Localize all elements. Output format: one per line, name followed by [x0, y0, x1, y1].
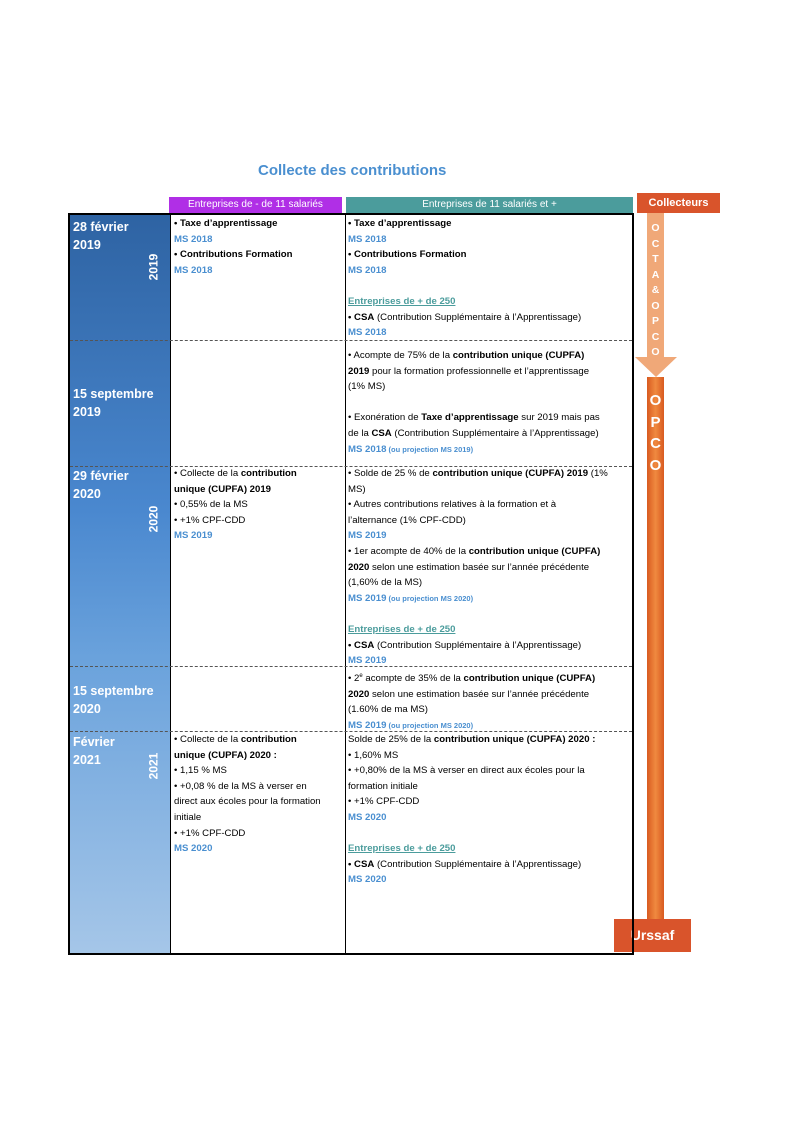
cell-small-2019: • Taxe d’apprentissage MS 2018 • Contributions Formation MS 2018 [174, 218, 293, 276]
column-divider [345, 215, 346, 953]
row-date: 15 septembre 2019 [73, 387, 154, 419]
contributions-table [68, 213, 634, 955]
header-small-companies: Entreprises de - de 11 salariés [169, 197, 342, 213]
row-date: 29 février 2020 [73, 469, 129, 501]
page-title: Collecte des contributions [258, 162, 447, 179]
row-date: Février 2021 [73, 735, 115, 767]
opco-label: O P C O [649, 392, 662, 474]
cell-small-2021: • Collecte de la contribution unique (CUPFA) 2020 : • 1,15 % MS • +0,08 % de la MS à verser en direct aux écoles pour la formation initiale • +1% CPF-CDD MS 2020 [174, 734, 321, 855]
cell-large-2019: • Taxe d’apprentissage MS 2018 • Contributions Formation MS 2018 Entreprises de + de 250 • CSA (Contribution Supplémentaire à l’Apprentissage) MS 2018 [348, 218, 582, 339]
row-date: 15 septembre 2020 [73, 684, 154, 716]
cell-large-2020: • Solde de 25 % de contribution unique (CUPFA) 2019 (1% MS) • Autres contributions relatives à la formation et à l’alternance (1% CPF-CDD) MS 2019 • 1er acompte de 40% de la contribution unique (CUPFA) 2020 selon une estimation basée sur l’année précédente (1,60% de la MS) MS 2019 (ou projection MS 2020) Entreprises de + de 250 • CSA (Contribution Supplémentaire à l’Apprentissage) MS 2019 [348, 468, 608, 667]
cell-large-sept-2020: • 2e acompte de 35% de la contribution unique (CUPFA) 2020 selon une estimation basée sur l’année précédente (1.60% de ma MS) MS 2019 (ou projection MS 2020) [348, 673, 596, 731]
cell-large-sept-2019: • Acompte de 75% de la contribution unique (CUPFA) 2019 pour la formation professionnelle et l’apprentissage (1% MS) • Exonération de Taxe d’apprentissage sur 2019 mais pas de la CSA (Contribution Supplémentaire à l’Apprentissage) MS 2018 (ou projection MS 2019) [348, 350, 600, 455]
row-date: 28 février 2019 [73, 220, 129, 252]
header-large-companies: Entreprises de 11 salariés et + [346, 197, 633, 213]
octa-opco-label: O C T A & O P C O [651, 222, 660, 358]
cell-large-2021: Solde de 25% de la contribution unique (CUPFA) 2020 : • 1,60% MS • +0,80% de la MS à verser en direct aux écoles pour la formation initiale • +1% CPF-CDD MS 2020 Entreprises de + de 250 • CSA (Contribution Supplémentaire à l’Apprentissage) MS 2020 [348, 734, 596, 886]
row-year: 2019 [146, 253, 161, 281]
row-year: 2021 [146, 752, 161, 780]
header-collecteurs: Collecteurs [637, 193, 720, 213]
ursaff-label: Urssaf [614, 919, 691, 952]
row-year: 2020 [146, 505, 161, 533]
column-divider [170, 215, 171, 953]
date-column [70, 215, 170, 953]
cell-small-2020: • Collecte de la contribution unique (CUPFA) 2019 • 0,55% de la MS • +1% CPF-CDD MS 2019 [174, 468, 297, 542]
